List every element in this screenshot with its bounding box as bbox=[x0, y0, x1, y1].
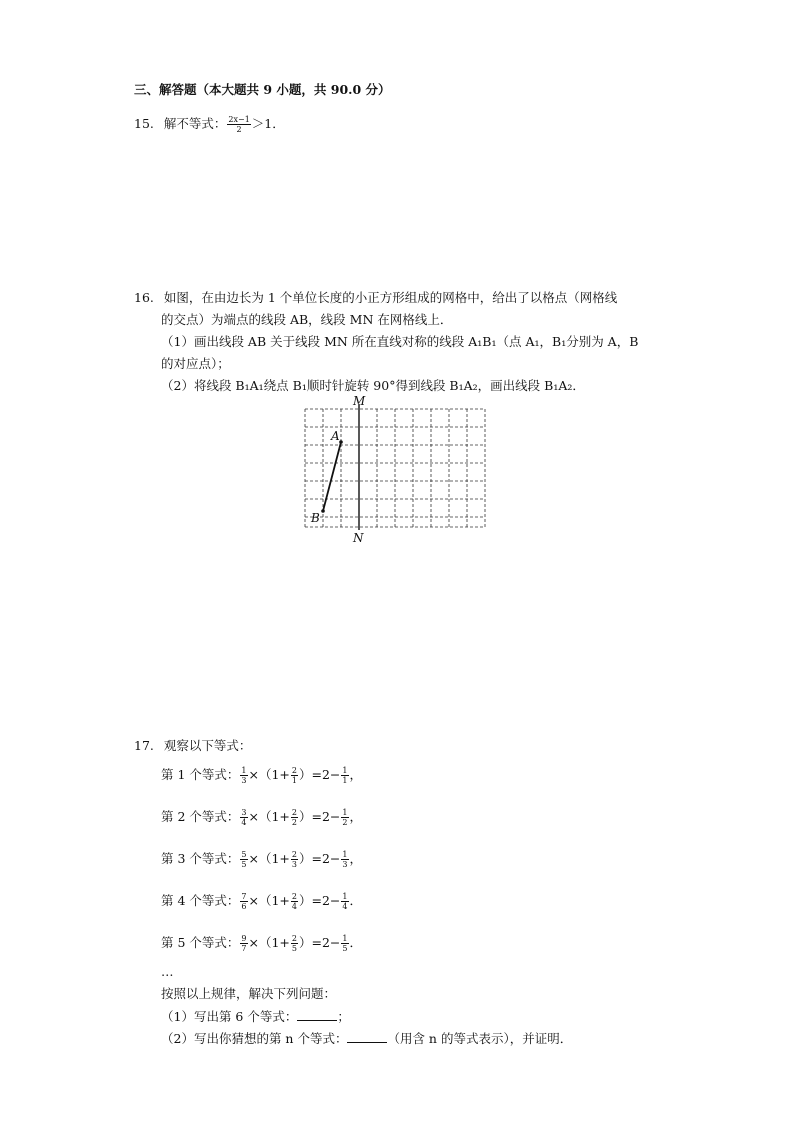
q17-intro: 观察以下等式： bbox=[163, 738, 252, 753]
point-b bbox=[321, 509, 325, 513]
part2-prefix: （2）写出你猜想的第 n 个等式： bbox=[161, 1031, 348, 1046]
answer-blank-1[interactable] bbox=[297, 1008, 337, 1021]
times-text: ×（1+ bbox=[248, 851, 290, 866]
frac-den: 7 bbox=[241, 944, 247, 953]
frac-den: 3 bbox=[291, 860, 297, 869]
fraction bbox=[341, 934, 348, 953]
frac-den: 1 bbox=[291, 776, 297, 785]
times-text: ×（1+ bbox=[248, 893, 290, 908]
frac-num: 2 bbox=[291, 766, 297, 775]
equation-end: ． bbox=[349, 935, 363, 950]
fraction bbox=[240, 850, 247, 869]
label-a: A bbox=[331, 429, 340, 443]
label-n: N bbox=[353, 531, 364, 544]
q17-equation-4 bbox=[161, 892, 362, 911]
fraction bbox=[291, 808, 298, 827]
q15-prefix: 解不等式： bbox=[163, 116, 227, 131]
q15-fraction-denominator: 2 bbox=[236, 125, 242, 134]
frac-den: 5 bbox=[291, 944, 297, 953]
equation-end: ， bbox=[349, 851, 363, 866]
q16-number: 16. bbox=[134, 290, 154, 305]
question-16-line1 bbox=[134, 290, 617, 306]
fraction bbox=[240, 892, 247, 911]
dashed-grid bbox=[305, 409, 485, 527]
frac-den: 5 bbox=[241, 860, 247, 869]
fraction bbox=[341, 850, 348, 869]
frac-den: 2 bbox=[291, 818, 297, 827]
q15-number: 15. bbox=[134, 116, 154, 131]
q17-equation-3 bbox=[161, 850, 362, 869]
fraction bbox=[240, 934, 247, 953]
fraction bbox=[291, 766, 298, 785]
frac-den: 4 bbox=[291, 902, 297, 911]
frac-num: 9 bbox=[241, 934, 247, 943]
fraction bbox=[341, 808, 348, 827]
answer-blank-2[interactable] bbox=[347, 1030, 387, 1043]
part1-suffix: ； bbox=[337, 1009, 350, 1024]
frac-num: 2 bbox=[291, 850, 297, 859]
frac-den: 5 bbox=[342, 944, 348, 953]
equation-end: ， bbox=[349, 809, 363, 824]
equation-label: 第 1 个等式： bbox=[161, 767, 240, 782]
equals-text: ）=2− bbox=[299, 809, 341, 824]
label-m: M bbox=[353, 396, 366, 408]
equals-text: ）=2− bbox=[299, 935, 341, 950]
grid-figure bbox=[300, 396, 492, 544]
frac-num: 1 bbox=[342, 766, 348, 775]
q16-line2: 的交点）为端点的线段 AB，线段 MN 在网格线上． bbox=[161, 312, 453, 327]
fraction bbox=[291, 892, 298, 911]
q15-suffix: ＞1． bbox=[251, 116, 285, 131]
equation-label: 第 5 个等式： bbox=[161, 935, 240, 950]
q17-part-1 bbox=[161, 1008, 350, 1025]
frac-num: 7 bbox=[241, 892, 247, 901]
times-text: ×（1+ bbox=[248, 767, 290, 782]
frac-den: 4 bbox=[241, 818, 247, 827]
frac-den: 3 bbox=[241, 776, 247, 785]
fraction bbox=[240, 766, 247, 785]
frac-den: 4 bbox=[342, 902, 348, 911]
fraction bbox=[240, 808, 247, 827]
label-b: B bbox=[311, 511, 320, 525]
q17-task: 按照以上规律，解决下列问题： bbox=[161, 986, 337, 1001]
q17-equation-1 bbox=[161, 766, 362, 785]
q16-line5: （2）将线段 B₁A₁绕点 B₁顺时针旋转 90°得到线段 B₁A₂，画出线段 B₁A₂． bbox=[161, 378, 585, 393]
frac-num: 2 bbox=[291, 892, 297, 901]
frac-num: 1 bbox=[342, 934, 348, 943]
question-17 bbox=[134, 738, 251, 754]
frac-den: 2 bbox=[342, 818, 348, 827]
q16-line1: 如图，在由边长为 1 个单位长度的小正方形组成的网格中，给出了以格点（网格线 bbox=[163, 290, 618, 305]
frac-num: 1 bbox=[342, 850, 348, 859]
frac-den: 3 bbox=[342, 860, 348, 869]
fraction bbox=[291, 850, 298, 869]
q17-ellipsis: … bbox=[161, 964, 174, 979]
fraction bbox=[341, 892, 348, 911]
times-text: ×（1+ bbox=[248, 935, 290, 950]
frac-den: 1 bbox=[342, 776, 348, 785]
equals-text: ）=2− bbox=[299, 893, 341, 908]
fraction bbox=[341, 766, 348, 785]
frac-num: 5 bbox=[241, 850, 247, 859]
times-text: ×（1+ bbox=[248, 809, 290, 824]
frac-den: 6 bbox=[241, 902, 247, 911]
fraction bbox=[291, 934, 298, 953]
equals-text: ）=2− bbox=[299, 851, 341, 866]
equation-end: ， bbox=[349, 767, 363, 782]
frac-num: 2 bbox=[291, 934, 297, 943]
frac-num: 1 bbox=[241, 766, 247, 775]
segment-ab bbox=[323, 442, 341, 511]
point-a bbox=[339, 440, 343, 444]
q15-fraction-numerator: 2x−1 bbox=[228, 115, 250, 124]
question-15 bbox=[134, 115, 285, 134]
equation-label: 第 2 个等式： bbox=[161, 809, 240, 824]
q17-part-2 bbox=[161, 1030, 572, 1047]
frac-num: 2 bbox=[291, 808, 297, 817]
q16-line4: 的对应点）； bbox=[161, 356, 230, 371]
q17-number: 17. bbox=[134, 738, 154, 753]
equals-text: ）=2− bbox=[299, 767, 341, 782]
q17-equation-5 bbox=[161, 934, 362, 953]
equation-label: 第 3 个等式： bbox=[161, 851, 240, 866]
part2-suffix: （用含 n 的等式表示），并证明． bbox=[387, 1031, 573, 1046]
section-title: 三、解答题（本大题共 9 小题，共 90.0 分） bbox=[134, 82, 391, 97]
q15-fraction bbox=[227, 115, 250, 134]
equation-end: ． bbox=[349, 893, 363, 908]
q16-line3: （1）画出线段 AB 关于线段 MN 所在直线对称的线段 A₁B₁（点 A₁，B₁分别为 A，B bbox=[161, 334, 639, 349]
frac-num: 1 bbox=[342, 892, 348, 901]
frac-num: 3 bbox=[241, 808, 247, 817]
q17-equation-2 bbox=[161, 808, 362, 827]
equation-label: 第 4 个等式： bbox=[161, 893, 240, 908]
part1-prefix: （1）写出第 6 个等式： bbox=[161, 1009, 298, 1024]
frac-num: 1 bbox=[342, 808, 348, 817]
